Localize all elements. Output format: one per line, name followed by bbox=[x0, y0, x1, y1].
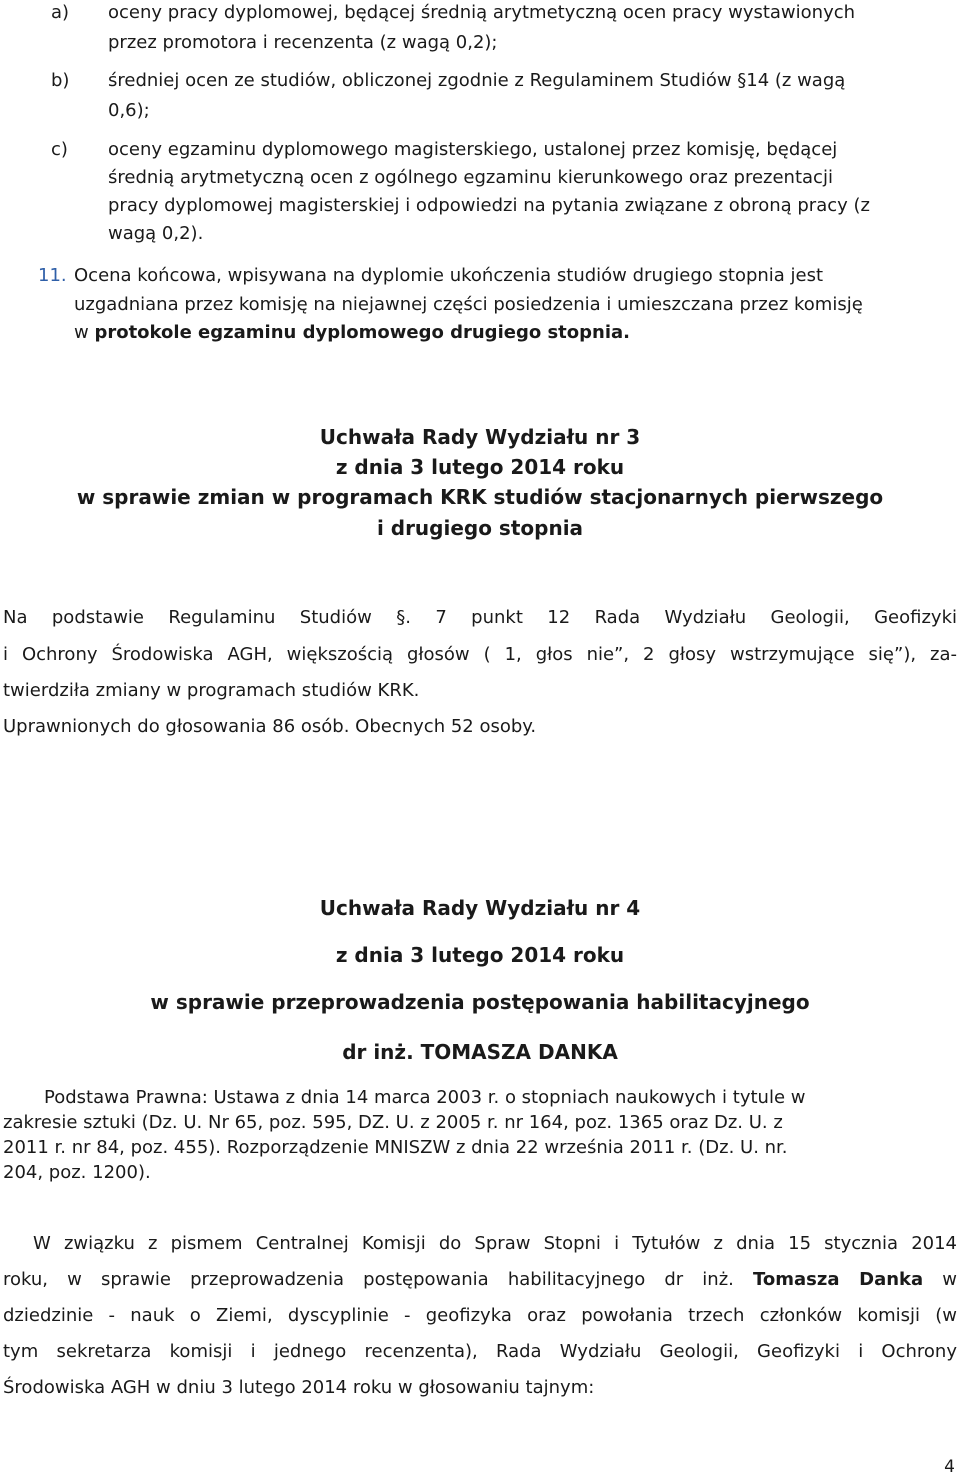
resolution-date: z dnia 3 lutego 2014 roku bbox=[335, 943, 625, 967]
legal-line: Podstawa Prawna: Ustawa z dnia 14 marca 2003 r. o stopniach naukowych i tytule w bbox=[44, 1087, 806, 1108]
list-text-line: oceny egzaminu dyplomowego magisterskiego, ustalonej przez komisję, będącej bbox=[108, 139, 838, 160]
body-line: Środowiska AGH w dniu 3 lutego 2014 roku w głosowaniu tajnym: bbox=[3, 1377, 595, 1398]
body-line: Uprawnionych do głosowania 86 osób. Obecnych 52 osoby. bbox=[3, 716, 537, 737]
body-line: Na podstawie Regulaminu Studiów §. 7 punkt 12 Rada Wydziału Geologii, Geofizyki bbox=[3, 607, 957, 628]
person-name: dr inż. TOMASZA DANKA bbox=[342, 1040, 618, 1064]
list-text-line: przez promotora i recenzenta (z wagą 0,2); bbox=[108, 32, 498, 53]
body-line: i Ochrony Środowiska AGH, większością głosów ( 1, głos nie”, 2 głosy wstrzymujące się”), za- bbox=[3, 644, 957, 665]
resolution-subject: i drugiego stopnia bbox=[376, 516, 584, 540]
body-text: w bbox=[923, 1269, 958, 1290]
legal-line: zakresie sztuki (Dz. U. Nr 65, poz. 595, DZ. U. z 2005 r. nr 164, poz. 1365 oraz Dz. U. z bbox=[3, 1112, 783, 1133]
page-number: 4 bbox=[944, 1457, 955, 1477]
body-line bbox=[3, 1269, 957, 1290]
point-text-line: Ocena końcowa, wpisywana na dyplomie ukończenia studiów drugiego stopnia jest bbox=[74, 265, 824, 286]
candidate-name: Tomasza Danka bbox=[753, 1269, 924, 1290]
list-label: a) bbox=[51, 2, 70, 23]
list-text-line: wagą 0,2). bbox=[108, 223, 204, 244]
legal-line: 204, poz. 1200). bbox=[3, 1162, 151, 1183]
body-line: twierdziła zmiany w programach studiów KRK. bbox=[3, 680, 420, 701]
body-text: roku, w sprawie przeprowadzenia postępowania habilitacyjnego dr inż. bbox=[3, 1269, 753, 1290]
legal-line: 2011 r. nr 84, poz. 455). Rozporządzenie MNISZW z dnia 22 września 2011 r. (Dz. U. nr. bbox=[3, 1137, 788, 1158]
list-text-line: średniej ocen ze studiów, obliczonej zgodnie z Regulaminem Studiów §14 (z wagą bbox=[108, 70, 846, 91]
body-line: dziedzinie - nauk o Ziemi, dyscyplinie - geofizyka oraz powołania trzech członków komisji (w bbox=[3, 1305, 957, 1326]
resolution-date: z dnia 3 lutego 2014 roku bbox=[335, 455, 625, 479]
protocol-name: protokole egzaminu dyplomowego drugiego stopnia. bbox=[94, 322, 630, 343]
list-label: b) bbox=[51, 70, 70, 91]
point-text-line: uzgadniana przez komisję na niejawnej części posiedzenia i umieszczana przez komisję bbox=[74, 294, 863, 315]
body-line: W związku z pismem Centralnej Komisji do Spraw Stopni i Tytułów z dnia 15 stycznia 2014 bbox=[33, 1233, 957, 1254]
point-number: 11. bbox=[38, 265, 67, 286]
point-text-prefix: w bbox=[74, 322, 95, 343]
resolution-subject: w sprawie przeprowadzenia postępowania habilitacyjnego bbox=[150, 990, 810, 1014]
resolution-title: Uchwała Rady Wydziału nr 3 bbox=[319, 425, 641, 449]
resolution-subject: w sprawie zmian w programach KRK studiów stacjonarnych pierwszego bbox=[76, 485, 884, 509]
list-text-line: 0,6); bbox=[108, 100, 150, 121]
body-line: tym sekretarza komisji i jednego recenzenta), Rada Wydziału Geologii, Geofizyki i Ochrony bbox=[3, 1341, 957, 1362]
list-label: c) bbox=[51, 139, 68, 160]
list-text-line: oceny pracy dyplomowej, będącej średnią arytmetyczną ocen pracy wystawionych bbox=[108, 2, 856, 23]
list-text-line: pracy dyplomowej magisterskiej i odpowiedzi na pytania związane z obroną pracy (z bbox=[108, 195, 870, 216]
list-text-line: średnią arytmetyczną ocen z ogólnego egzaminu kierunkowego oraz prezentacji bbox=[108, 167, 833, 188]
resolution-title: Uchwała Rady Wydziału nr 4 bbox=[319, 896, 641, 920]
point-text-line bbox=[74, 322, 630, 343]
